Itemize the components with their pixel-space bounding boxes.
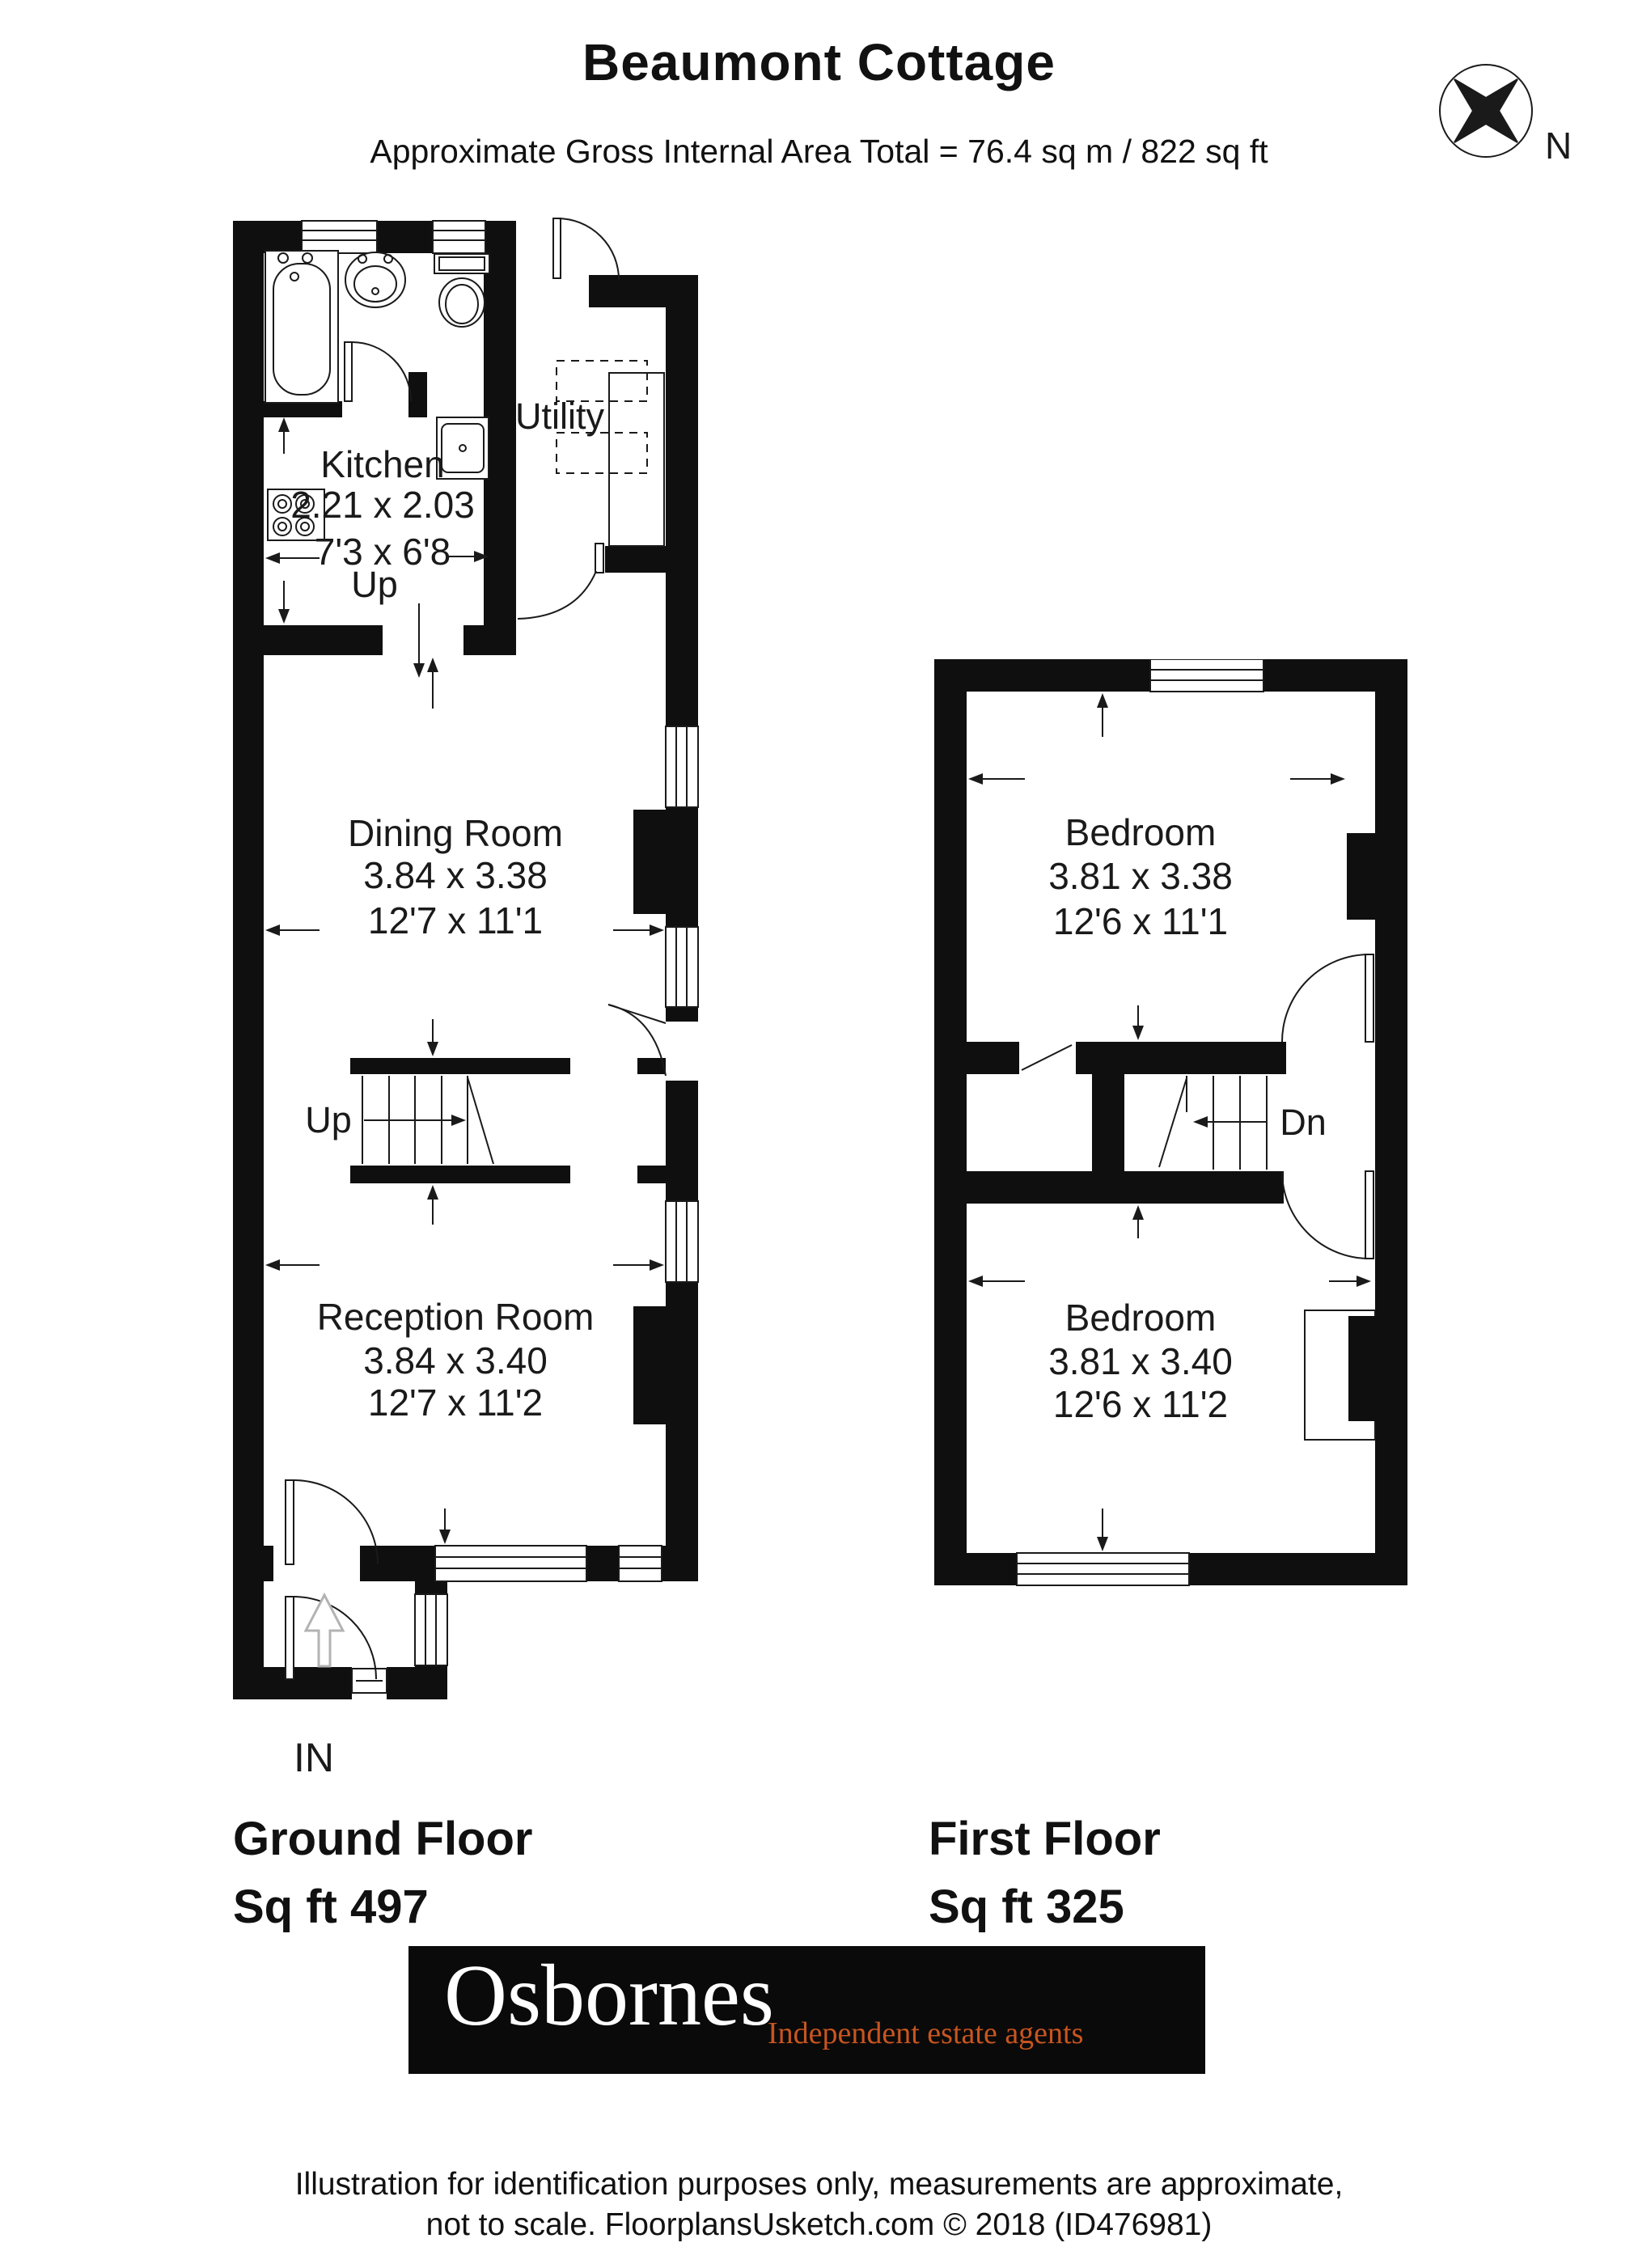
bedroom-back-door: [1282, 1171, 1373, 1259]
agent-logo-bar: [408, 1946, 1205, 2074]
dining-imperial: 12'7 x 11'1: [367, 899, 544, 941]
disclaimer-line-2: not to scale. FloorplansUsketch.com © 2018 (ID476981): [425, 2207, 1213, 2242]
ground-floor-caption-area: Sq ft 497: [233, 1881, 429, 1933]
ground-floor-plan: [233, 217, 706, 1794]
bathroom-window-1: [302, 221, 377, 253]
bathtub-icon: [265, 251, 338, 403]
compass-north-label: N: [1545, 125, 1572, 167]
reception-window-front-2: [619, 1546, 662, 1581]
bedroom-back-window: [1017, 1553, 1189, 1585]
first-floor-walls: [934, 659, 1407, 1585]
first-floor-caption: [929, 1805, 1161, 1941]
stairs-up-label: Up: [305, 1099, 352, 1140]
utility-label: Utility: [515, 396, 604, 437]
kitchen-up-label: Up: [351, 564, 398, 605]
reception-window-front-1: [435, 1546, 586, 1581]
utility-appliance-2: [557, 433, 647, 473]
entrance-in-label: IN: [294, 1735, 334, 1780]
disclaimer: [0, 2164, 1638, 2245]
reception-chimney-breast: [633, 1306, 666, 1424]
first-floor-caption-area: Sq ft 325: [929, 1881, 1124, 1933]
bathroom-door: [345, 342, 411, 401]
first-floor-plan: [934, 659, 1407, 1589]
dining-label: Dining Room: [348, 812, 563, 854]
first-floor-caption-title: First Floor: [929, 1813, 1161, 1865]
first-floor-labels: [1048, 811, 1327, 1425]
ground-floor-caption: [233, 1805, 533, 1941]
reception-label: Reception Room: [316, 1296, 595, 1338]
bedroom-front-imperial: 12'6 x 11'1: [1052, 900, 1229, 942]
bedroom-front-chimney-breast: [1347, 833, 1375, 920]
first-floor-stairs: [1159, 1076, 1267, 1170]
bedroom-back-metric: 3.81 x 3.40: [1048, 1340, 1233, 1382]
bedroom-back-label: Bedroom: [1064, 1297, 1217, 1339]
dining-window-1: [666, 726, 698, 807]
bathroom-fixtures: [265, 251, 489, 403]
utility-entrance-door: [553, 218, 619, 280]
bedroom-front-label: Bedroom: [1064, 811, 1217, 853]
stairs-down-label: Dn: [1280, 1102, 1327, 1143]
reception-window-side: [666, 1201, 698, 1282]
dining-metric: 3.84 x 3.38: [363, 854, 548, 896]
kitchen-label: Kitchen: [320, 443, 445, 485]
porch-window: [415, 1594, 447, 1665]
kitchen-imperial: 7'3 x 6'8: [314, 531, 451, 573]
entrance-direction-arrow: [306, 1595, 343, 1666]
bedroom-front-metric: 3.81 x 3.38: [1048, 855, 1233, 897]
bedroom-front-door: [1282, 954, 1373, 1042]
dining-window-2: [666, 927, 698, 1007]
reception-metric: 3.84 x 3.40: [363, 1339, 548, 1382]
utility-fixtures: [557, 361, 664, 546]
reception-imperial: 12'7 x 11'2: [367, 1382, 544, 1424]
ground-floor-stairs: [362, 1076, 493, 1164]
cupboard-door: [1022, 1045, 1072, 1070]
kitchen-metric: 2.21 x 2.03: [290, 484, 475, 526]
bedroom-front-window: [1150, 659, 1263, 692]
utility-counter: [609, 373, 664, 546]
agent-logo-text: Osbornes: [444, 1948, 774, 2044]
bedroom-back-chimney: [1305, 1310, 1407, 1440]
ground-floor-caption-title: Ground Floor: [233, 1813, 533, 1865]
toilet-icon: [434, 254, 489, 327]
utility-inner-door: [518, 544, 603, 619]
dining-chimney-breast: [633, 810, 666, 914]
disclaimer-line-1: Illustration for identification purposes only, measurements are approximate,: [294, 2167, 1344, 2202]
compass-icon: [1425, 50, 1595, 188]
bathroom-window-2: [433, 221, 485, 253]
page-subtitle: Approximate Gross Internal Area Total = 76.4 sq m / 822 sq ft: [370, 133, 1268, 170]
agent-tagline: Independent estate agents: [768, 2016, 1084, 2050]
basin-icon: [345, 252, 405, 307]
bedroom-back-imperial: 12'6 x 11'2: [1052, 1383, 1229, 1425]
page-title: Beaumont Cottage: [582, 33, 1056, 91]
